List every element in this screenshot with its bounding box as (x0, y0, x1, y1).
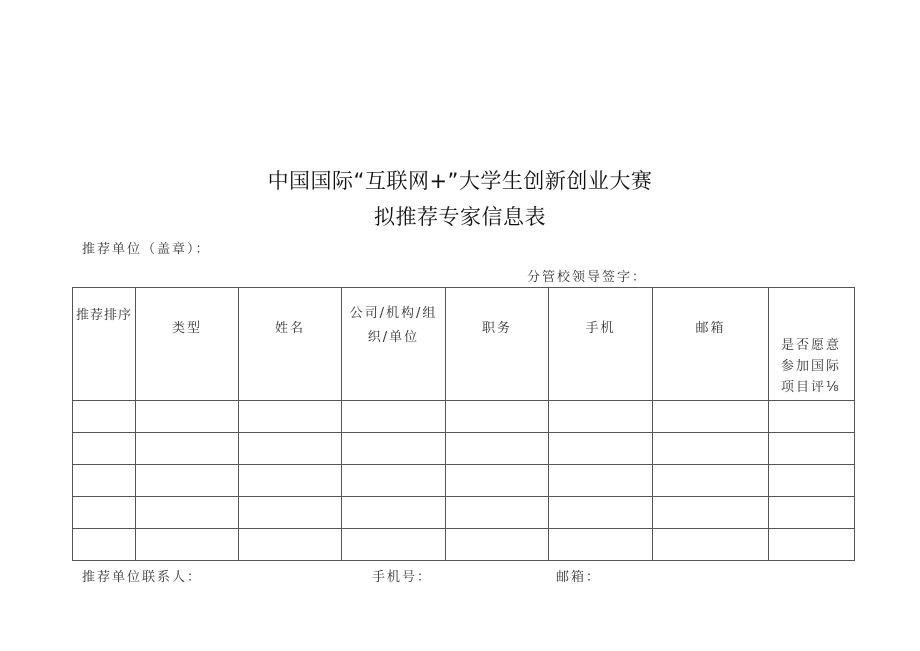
header-type: 类型 (136, 288, 239, 401)
table-row (73, 433, 855, 465)
table-cell[interactable] (653, 497, 769, 529)
table-cell[interactable] (549, 433, 653, 465)
table-cell[interactable] (342, 497, 446, 529)
table-cell[interactable] (446, 497, 549, 529)
table-cell[interactable] (136, 433, 239, 465)
header-willing-to-review: 是否愿意参加国际项目评⅛ (769, 288, 855, 401)
contact-person-label: 推荐单位联系人： (82, 570, 203, 585)
table-cell[interactable] (136, 529, 239, 561)
table-cell[interactable] (769, 401, 855, 433)
table-cell[interactable] (653, 433, 769, 465)
header-organization: 公司/机构/组织/单位 (342, 288, 446, 401)
table-row (73, 529, 855, 561)
table-cell[interactable] (73, 529, 136, 561)
table-cell[interactable] (769, 433, 855, 465)
table-cell[interactable] (549, 497, 653, 529)
table-cell[interactable] (73, 465, 136, 497)
header-phone: 手机 (549, 288, 653, 401)
table-row (73, 497, 855, 529)
table-cell[interactable] (446, 401, 549, 433)
table-cell[interactable] (73, 497, 136, 529)
table-cell[interactable] (73, 433, 136, 465)
table-cell[interactable] (239, 497, 342, 529)
header-email: 邮箱 (653, 288, 769, 401)
email-label: 邮箱： (556, 570, 602, 585)
recommending-org-label: 推荐单位（盖章）： (82, 242, 211, 257)
table-cell[interactable] (446, 433, 549, 465)
table-row (73, 465, 855, 497)
table-cell[interactable] (549, 401, 653, 433)
header-name: 姓名 (239, 288, 342, 401)
table-cell[interactable] (653, 401, 769, 433)
table-cell[interactable] (653, 529, 769, 561)
table-cell[interactable] (446, 465, 549, 497)
form-subtitle: 拟推荐专家信息表 (374, 205, 546, 229)
leader-signature-label: 分管校领导签字： (527, 270, 648, 285)
table-header-row (73, 288, 855, 401)
table-cell[interactable] (342, 433, 446, 465)
table-cell[interactable] (769, 465, 855, 497)
table-cell[interactable] (342, 529, 446, 561)
table-cell[interactable] (136, 401, 239, 433)
table-cell[interactable] (769, 529, 855, 561)
table-cell[interactable] (239, 401, 342, 433)
table-row (73, 401, 855, 433)
expert-info-table (72, 287, 855, 561)
phone-number-label: 手机号： (372, 570, 433, 585)
table-cell[interactable] (136, 497, 239, 529)
table-cell[interactable] (653, 465, 769, 497)
table-cell[interactable] (342, 465, 446, 497)
table-cell[interactable] (549, 529, 653, 561)
table-cell[interactable] (239, 433, 342, 465)
table-cell[interactable] (342, 401, 446, 433)
table-cell[interactable] (239, 465, 342, 497)
table-cell[interactable] (769, 497, 855, 529)
table-cell[interactable] (73, 401, 136, 433)
table-cell[interactable] (136, 465, 239, 497)
table-cell[interactable] (549, 465, 653, 497)
table-body (73, 401, 855, 561)
form-title: 中国国际“互联网+”大学生创新创业大赛 (267, 169, 653, 193)
header-rank: 推荐排序 (73, 288, 136, 401)
header-position: 职务 (446, 288, 549, 401)
table-cell[interactable] (239, 529, 342, 561)
table-cell[interactable] (446, 529, 549, 561)
